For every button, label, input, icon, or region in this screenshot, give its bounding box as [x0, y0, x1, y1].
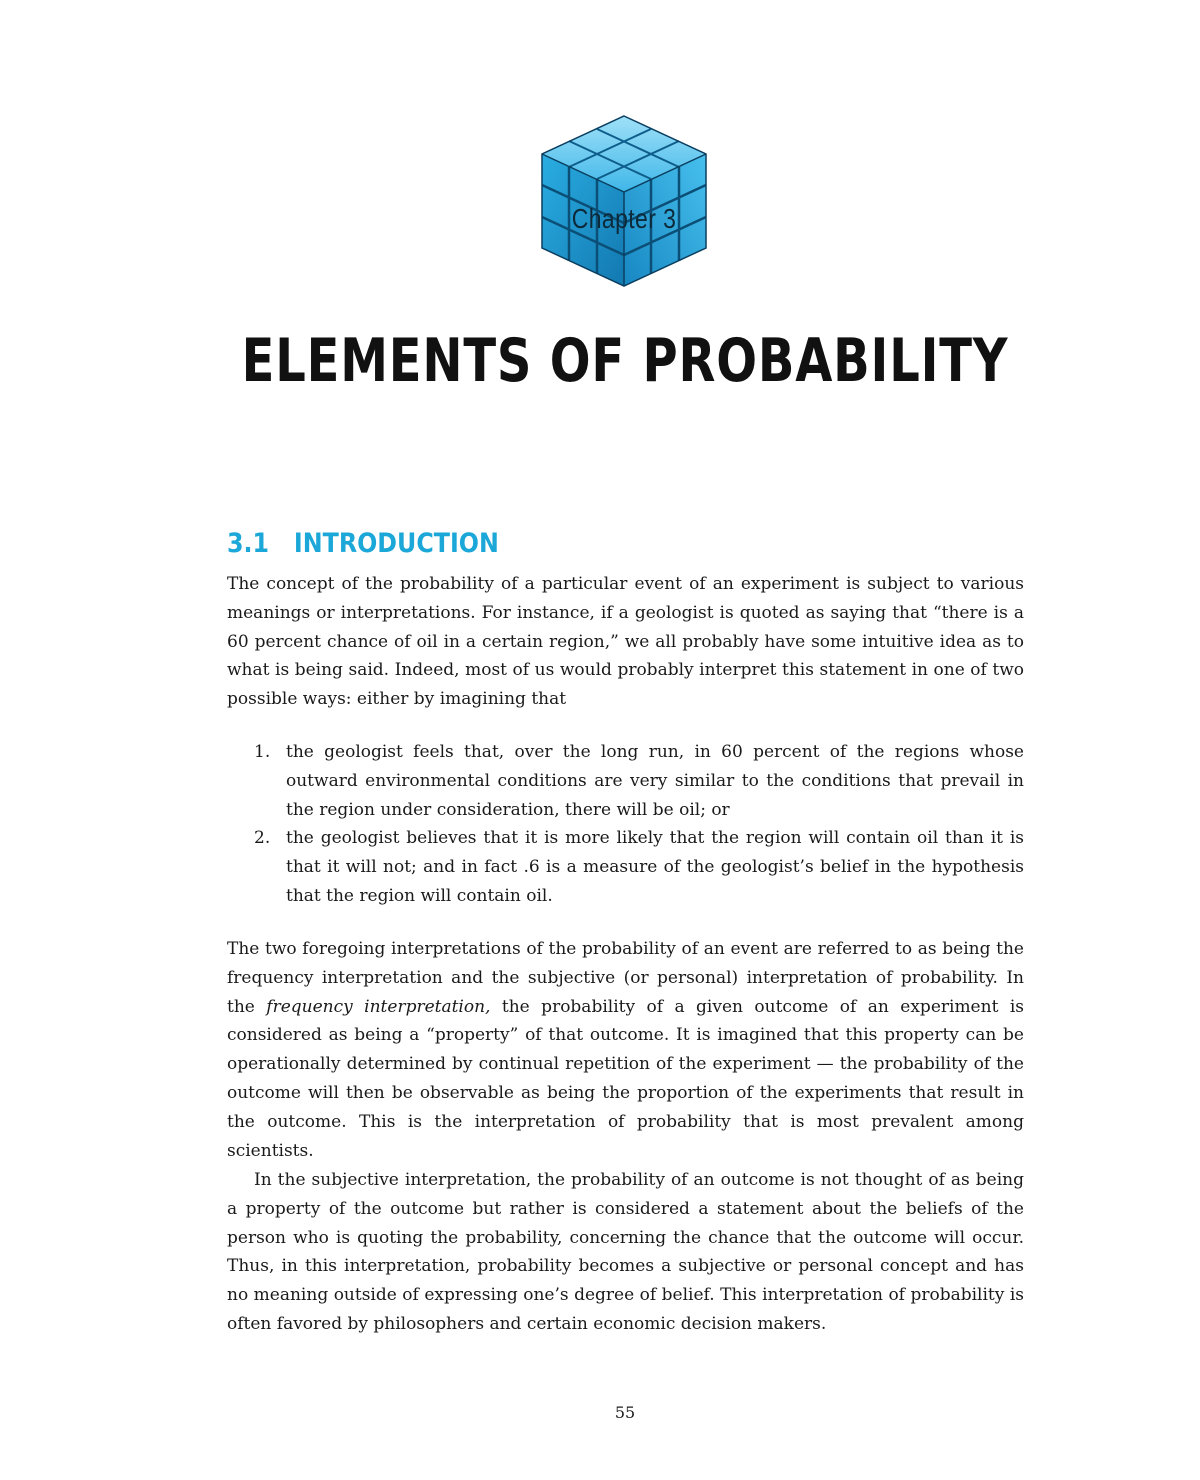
list-marker: 2. [254, 828, 271, 849]
chapter-title: ELEMENTS OF PROBABILITY [241, 326, 1009, 396]
frequency-term: frequency interpretation, [266, 996, 491, 1017]
list-marker: 1. [254, 742, 271, 762]
frequency-text-end: the probability of a given outcome of an experiment is considered as being a “property” of that outcome. It is imagined that this property can be operationally determined by continual repetition of the experiment — the probability of the outcome will then be observable as being the proportion of the experiments that result in the outcome. This is the interpretation of probability that is most prevalent among scientists. [227, 996, 1024, 1161]
frequency-paragraph-text [227, 935, 1024, 1165]
list-item-text: the geologist believes that it is more likely that the region will contain oil than it is that it will not; and in fact .6 is a measure of the geologist’s belief in the hypothesis that the region will contain oil. [286, 828, 1024, 906]
subjective-paragraph: In the subjective interpretation, the probability of an outcome is not thought of as being a property of the outcome but rather is considered a statement about the beliefs of the person who is quoting the probability, concerning the chance that the outcome will occur. Thus, in this interpretation, probability becomes a subjective or personal concept and has no meaning outside of expressing one’s degree of belief. This interpretation of probability is often favored by philosophers and certain economic decision makers. [227, 1170, 1024, 1334]
interpretation-list [227, 738, 1024, 911]
chapter-cube-emblem [534, 110, 714, 290]
section-number: 3.1 [227, 528, 270, 559]
list-item-text: the geologist feels that, over the long run, in 60 percent of the regions whose outward environmental conditions are very similar to the conditions that prevail in the region under consideration, there will be oil; or [286, 742, 1024, 820]
intro-paragraph: The concept of the probability of a particular event of an experiment is subject to various meanings or interpretations. For instance, if a geologist is quoted as saying that “there is a 60 percent chance of oil in a certain region,” we all probably have some intuitive idea as to what is being said. Indeed, most of us would probably interpret this statement in one of two possible ways: either by imagining that [227, 574, 1024, 710]
frequency-paragraph [227, 935, 1024, 1165]
section-title: INTRODUCTION [293, 528, 499, 559]
page-number: 55 [614, 1403, 636, 1422]
list-item [227, 738, 1024, 824]
section-heading [227, 528, 499, 559]
list-item [227, 824, 1024, 910]
cube-graphic [534, 110, 714, 290]
chapter-label: Chapter 3 [571, 203, 677, 234]
frequency-text-start: The two foregoing interpretations of the probability of an event are referred to as being the frequency interpretation and the subjective (or personal) interpretation of probability. In the [227, 939, 1024, 1017]
